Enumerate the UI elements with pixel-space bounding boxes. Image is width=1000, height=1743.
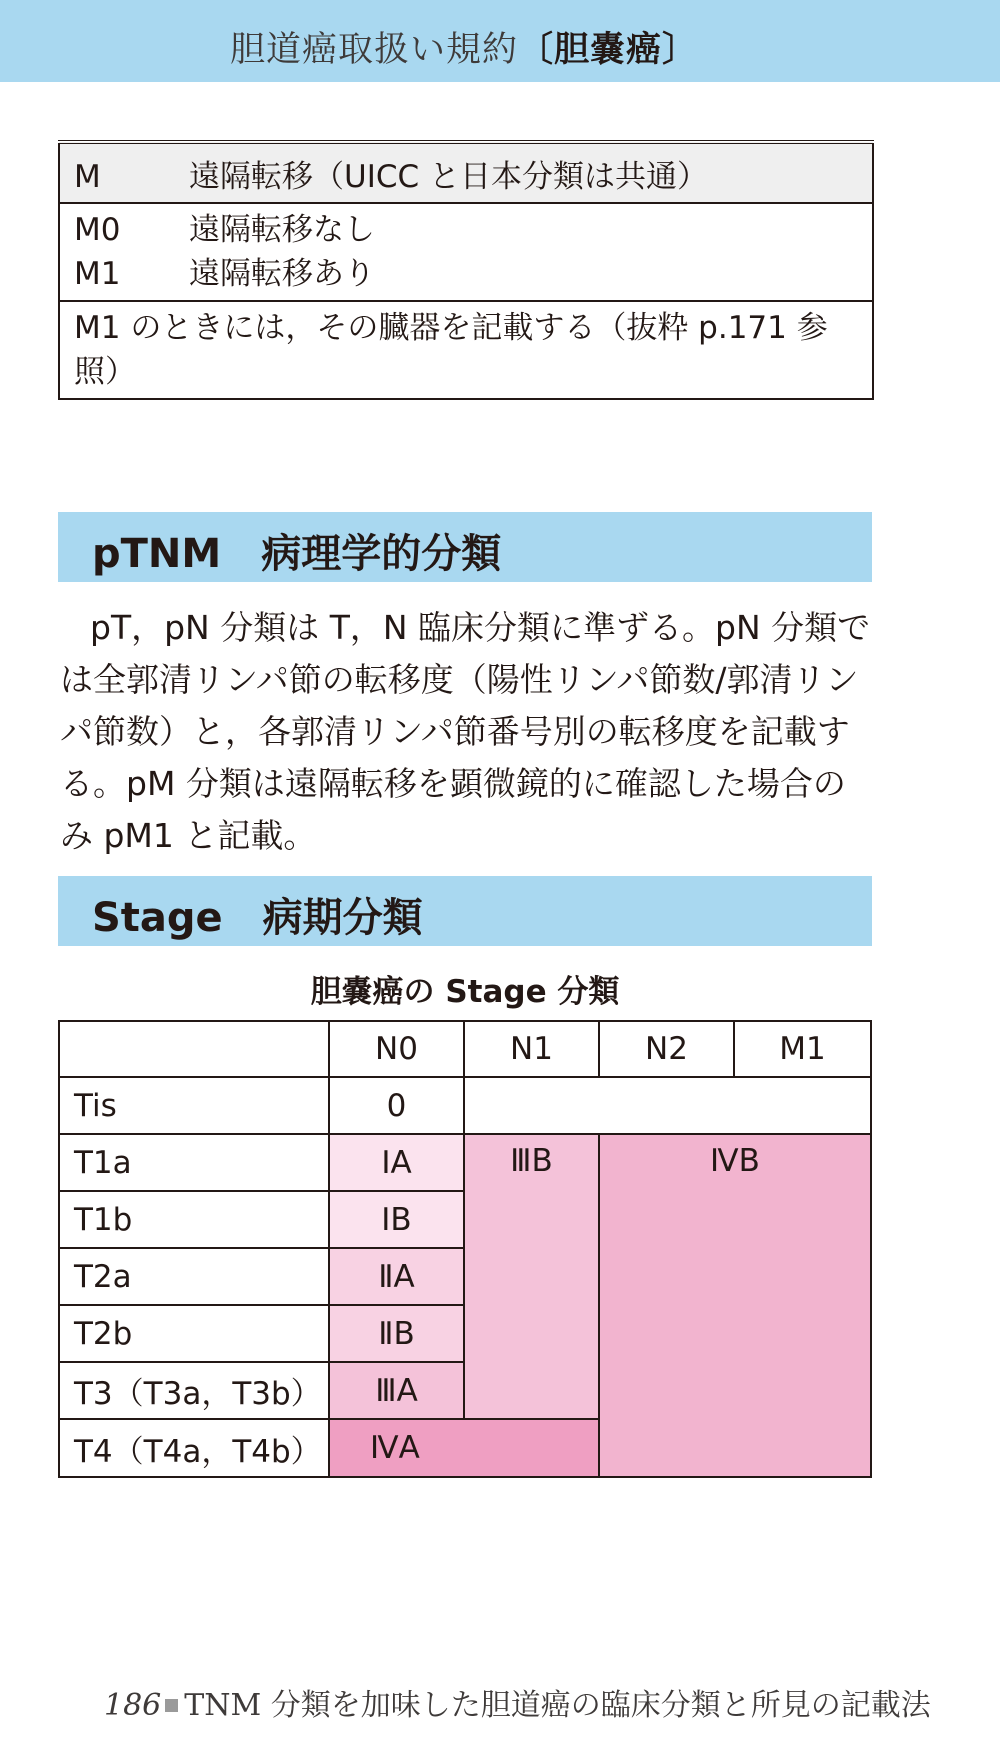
m-row-code: M0	[74, 212, 121, 248]
stage-section-header	[58, 876, 872, 946]
stage-section-title: Stage 病期分類	[92, 895, 423, 941]
m-classification-table	[58, 140, 874, 400]
column-header-n1: N1	[463, 1020, 600, 1078]
stage-cell-tis-n0: 0	[328, 1076, 465, 1135]
column-header-n2: N2	[598, 1020, 735, 1078]
stage-table-caption: 胆嚢癌の Stage 分類	[310, 974, 620, 1010]
stage-block-iva: ⅣA	[328, 1418, 600, 1478]
row-label-t1a: T1a	[58, 1133, 330, 1192]
bullet-square-icon	[165, 1699, 178, 1712]
ptnm-section-header	[58, 512, 872, 582]
stage-cell-t1b-n0: ⅠB	[328, 1190, 465, 1249]
m-row-m1	[74, 252, 858, 296]
stage-block-ivb: ⅣB	[598, 1133, 872, 1478]
stage-corner-cell	[58, 1020, 330, 1078]
stage-block-iiib: ⅢB	[463, 1133, 600, 1420]
page-footer	[104, 1680, 931, 1724]
m-row-code: M1	[74, 256, 121, 292]
stage-cell-t2a-n0: ⅡA	[328, 1247, 465, 1306]
header-title-bold: 〔胆嚢癌〕	[518, 30, 699, 70]
stage-cell-t2b-n0: ⅡB	[328, 1304, 465, 1363]
m-row-desc: 遠隔転移なし	[189, 212, 375, 248]
row-label-t4: T4（T4a，T4b）	[58, 1418, 330, 1478]
stage-classification-table	[58, 1020, 872, 1478]
page-number: 186	[104, 1688, 162, 1723]
footer-running-title: TNM 分類を加味した胆道癌の臨床分類と所見の記載法	[184, 1688, 931, 1723]
stage-cell-t1a-n0: ⅠA	[328, 1133, 465, 1192]
row-label-t1b: T1b	[58, 1190, 330, 1249]
ptnm-paragraph: pT，pN 分類は T，N 臨床分類に準ずる。pN 分類では全郭清リンパ節の転移度（陽性リンパ節数/郭清リンパ節数）と，各郭清リンパ節番号別の転移度を記載する。pM 分類は遠隔転移を顕微鏡的に確認した場合のみ pM1 と記載。	[60, 608, 871, 855]
page-header-title	[230, 22, 698, 72]
column-header-n0: N0	[328, 1020, 465, 1078]
m-table-note-row	[59, 301, 873, 399]
header-title-prefix: 胆道癌取扱い規約	[230, 30, 519, 70]
stage-cell-tis-empty	[463, 1076, 872, 1135]
row-label-tis: Tis	[58, 1076, 330, 1135]
m-table-note: M1 のときには，その臓器を記載する（抜粋 p.171 参照）	[59, 301, 873, 399]
m-table-values-row	[59, 203, 873, 301]
row-label-t2a: T2a	[58, 1247, 330, 1306]
m-table-header-row	[59, 142, 873, 203]
row-label-t2b: T2b	[58, 1304, 330, 1363]
m-header-code: M	[74, 158, 101, 195]
m-row-desc: 遠隔転移あり	[189, 256, 375, 292]
m-row-m0	[74, 208, 858, 252]
stage-cell-t3-n0: ⅢA	[328, 1361, 465, 1420]
m-header-desc: 遠隔転移（UICC と日本分類は共通）	[189, 158, 708, 195]
row-label-t3: T3（T3a，T3b）	[58, 1361, 330, 1420]
column-header-m1: M1	[733, 1020, 872, 1078]
ptnm-section-title: pTNM 病理学的分類	[92, 531, 502, 577]
